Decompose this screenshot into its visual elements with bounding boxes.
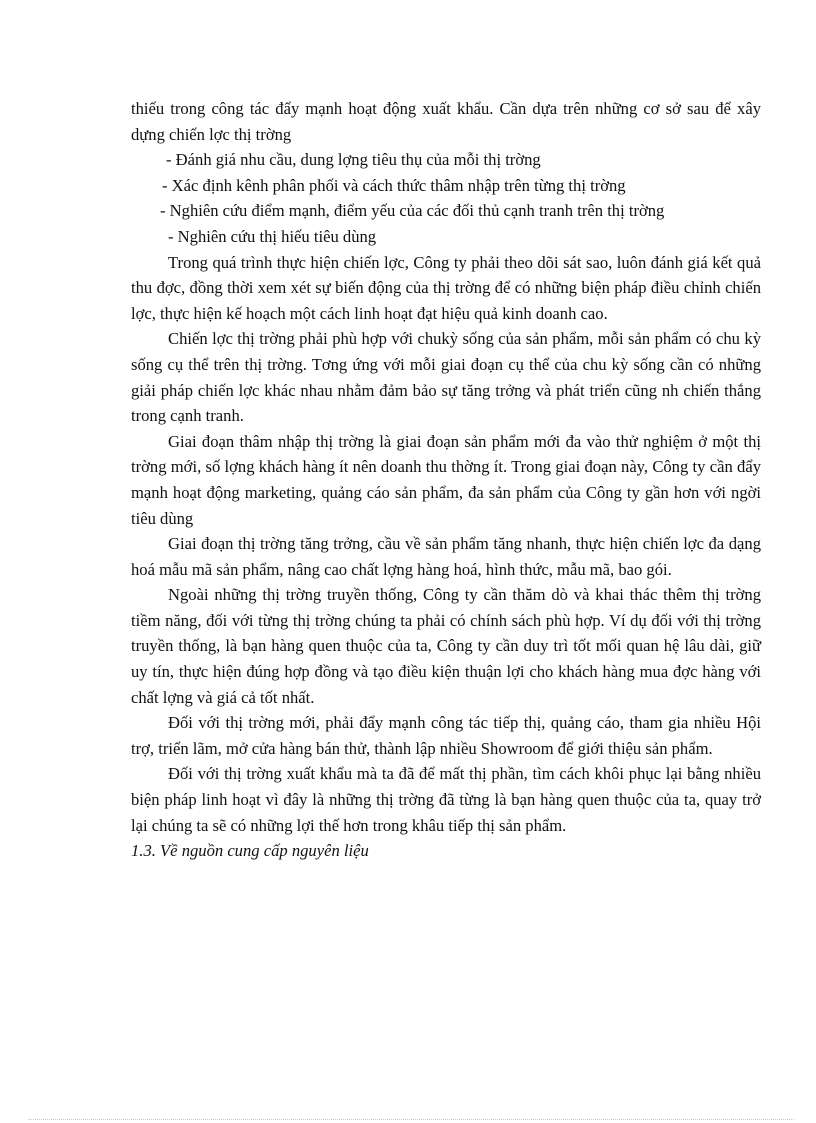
paragraph-lost-export-markets: Đối với thị trờng xuất khẩu mà ta đã để mất thị phần, tìm cách khôi phục lại bằng nhiều biện pháp linh hoạt vì đây là những thị trờng đã từng là bạn hàng quen thuộc của ta, quay trở lại chúng ta sẽ có những lợi thế hơn trong khâu tiếp thị sản phẩm. (131, 764, 761, 835)
footer-divider (28, 1119, 794, 1120)
page-content (131, 96, 761, 864)
bullet-distribution-channels: - Xác định kênh phân phối và cách thức thâm nhập trên từng thị trờng (162, 175, 626, 195)
paragraph-continuation: thiếu trong công tác đẩy mạnh hoạt động xuất khẩu. Cần dựa trên những cơ sở sau để xây dựng chiến lợc thị trờng (131, 99, 761, 144)
paragraph-strategy-monitoring: Trong quá trình thực hiện chiến lợc, Công ty phải theo dõi sát sao, luôn đánh giá kết quả thu đợc, đồng thời xem xét sự biến động của thị trờng để có những biện pháp điều chỉnh chiến lợc, thực hiện kế hoạch một cách linh hoạt đạt hiệu quả kinh doanh cao. (131, 252, 761, 323)
bullet-consumer-taste: - Nghiên cứu thị hiếu tiêu dùng (168, 226, 377, 246)
paragraph-market-entry-stage: Giai đoạn thâm nhập thị trờng là giai đoạn sản phẩm mới đa vào thử nghiệm ở một thị trờng mới, số lợng khách hàng ít nên doanh thu thờng ít. Trong giai đoạn này, Công ty cần đẩy mạnh hoạt động marketing, quảng cáo sản phẩm, đa sản phẩm của Công ty gần hơn với ngời tiêu dùng (131, 431, 761, 528)
bullet-competitor-analysis: - Nghiên cứu điểm mạnh, điểm yếu của các đối thủ cạnh tranh trên thị trờng (160, 201, 665, 221)
paragraph-product-life-cycle: Chiến lợc thị trờng phải phù hợp với chukỳ sống của sản phẩm, mỗi sản phẩm có chu kỳ sống cụ thể trên thị trờng. Tơng ứng với mỗi giai đoạn cụ thể của chu kỳ sống cần có những giải pháp chiến lợc khác nhau nhằm đảm bảo sự tăng trởng và phát triển cũng nh chiến thắng trong cạnh tranh. (131, 329, 761, 426)
bullet-demand-assessment: - Đánh giá nhu cầu, dung lợng tiêu thụ của mỗi thị trờng (166, 150, 541, 170)
paragraph-growth-stage: Giai đoạn thị trờng tăng trởng, cầu về sản phẩm tăng nhanh, thực hiện chiến lợc đa dạng hoá mẫu mã sản phẩm, nâng cao chất lợng hàng hoá, hình thức, mẫu mã, bao gói. (131, 534, 761, 579)
section-heading: 1.3. Về nguồn cung cấp nguyên liệu (131, 841, 369, 861)
paragraph-new-markets: Đối với thị trờng mới, phải đẩy mạnh công tác tiếp thị, quảng cáo, tham gia nhiều Hội trợ, triển lãm, mở cửa hàng bán thử, thành lập nhiều Showroom để giới thiệu sản phẩm. (131, 713, 761, 758)
paragraph-traditional-markets: Ngoài những thị trờng truyền thống, Công ty cần thăm dò và khai thác thêm thị trờng tiềm năng, đối với từng thị trờng chúng ta phải có chính sách phù hợp. Ví dụ đối với thị trờng truyền thống, là bạn hàng quen thuộc của ta, Công ty cần duy trì tốt mối quan hệ lâu dài, giữ uy tín, thực hiện đúng hợp đồng và tạo điều kiện thuận lợi cho khách hàng mua đợc hàng với chất lợng và giá cả tốt nhất. (131, 585, 761, 707)
